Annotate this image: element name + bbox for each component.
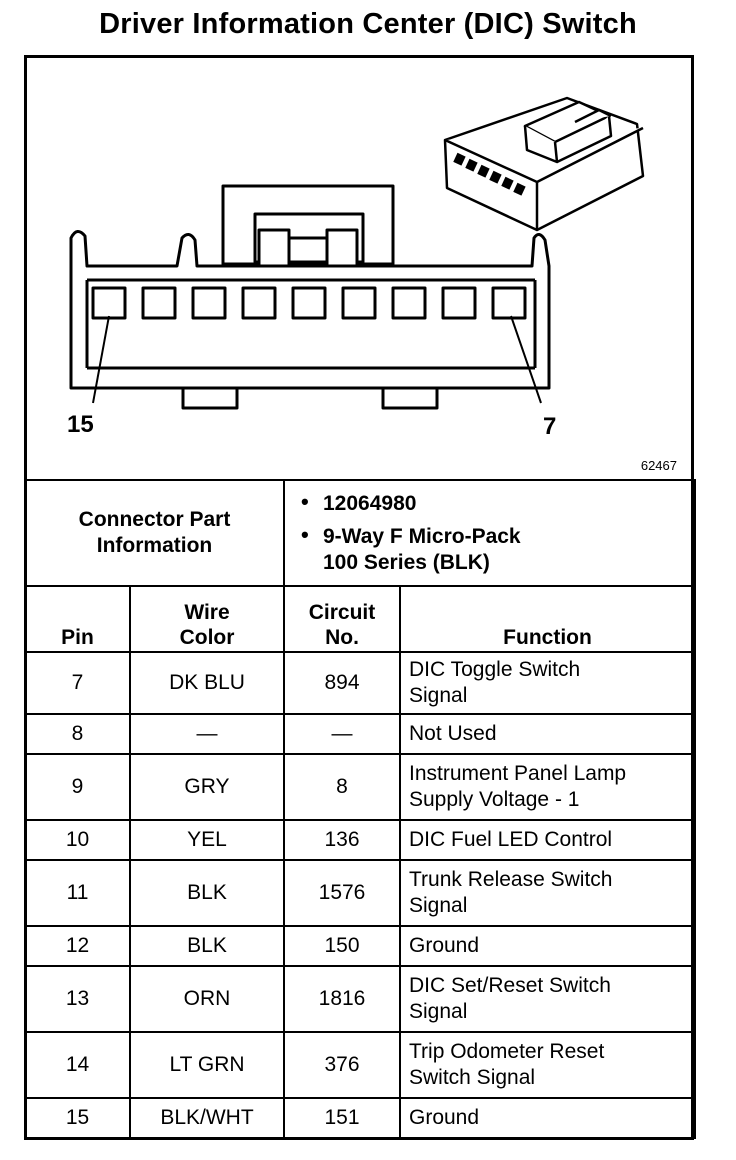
bullet-icon: • (301, 488, 309, 514)
pin-7-label: 7 (543, 413, 557, 440)
function-cell (400, 820, 695, 860)
function-cell (400, 966, 695, 1032)
circuit-no-cell: — (284, 714, 400, 754)
header-pin: Pin (25, 586, 130, 652)
pin-cell: 10 (25, 820, 130, 860)
function-cell (400, 652, 695, 714)
pin-cell: 8 (25, 714, 130, 754)
wire-color-cell: BLK (130, 926, 284, 966)
function-cell (400, 926, 695, 966)
wire-color-cell: DK BLU (130, 652, 284, 714)
connector-info-row (25, 480, 695, 586)
circuit-no-cell: 151 (284, 1098, 400, 1138)
header-wire-color: Wire Color (130, 586, 284, 652)
function-cell (400, 714, 695, 754)
pin-cell: 9 (25, 754, 130, 820)
circuit-no-cell: 136 (284, 820, 400, 860)
wire-color-cell: ORN (130, 966, 284, 1032)
function-cell (400, 860, 695, 926)
pin-cell: 12 (25, 926, 130, 966)
pin-cell: 15 (25, 1098, 130, 1138)
function-line: Signal (409, 684, 468, 707)
connector-description-line2: 100 Series (BLK) (323, 550, 490, 574)
wire-color-cell: LT GRN (130, 1032, 284, 1098)
circuit-no-cell: 1576 (284, 860, 400, 926)
document-frame (24, 55, 694, 1140)
circuit-no-cell: 8 (284, 754, 400, 820)
pinout-table (24, 479, 696, 1139)
function-line: DIC Fuel LED Control (409, 828, 613, 852)
wire-color-cell: GRY (130, 754, 284, 820)
wire-color-cell: BLK (130, 860, 284, 926)
table-row (25, 652, 695, 714)
function-line: Supply Voltage - 1 (409, 788, 580, 811)
table-row (25, 1032, 695, 1098)
function-line: Not Used (409, 722, 497, 746)
connector-info-details (284, 480, 695, 586)
function-line: Signal (409, 1000, 468, 1023)
function-line: DIC Set/Reset Switch (409, 974, 611, 998)
table-row (25, 714, 695, 754)
table-header (25, 586, 695, 652)
connector-info-label: Connector Part Information (25, 480, 284, 586)
connector-diagram (27, 58, 691, 481)
table-row (25, 1098, 695, 1138)
page-title: Driver Information Center (DIC) Switch (99, 8, 637, 40)
table-row (25, 966, 695, 1032)
wire-color-cell: — (130, 714, 284, 754)
pin-cell: 14 (25, 1032, 130, 1098)
circuit-no-cell: 894 (284, 652, 400, 714)
table-row (25, 926, 695, 966)
wire-color-cell: YEL (130, 820, 284, 860)
function-line: Switch Signal (409, 1066, 536, 1089)
function-line: DIC Toggle Switch (409, 658, 581, 682)
part-number: • 12064980 (301, 488, 417, 515)
function-line: Instrument Panel Lamp (409, 762, 627, 786)
function-line: Ground (409, 934, 480, 958)
wire-color-cell: BLK/WHT (130, 1098, 284, 1138)
header-function: Function (400, 586, 695, 652)
pin-cell: 11 (25, 860, 130, 926)
circuit-no-cell: 1816 (284, 966, 400, 1032)
circuit-no-cell: 150 (284, 926, 400, 966)
table-row (25, 820, 695, 860)
circuit-no-cell: 376 (284, 1032, 400, 1098)
function-cell (400, 754, 695, 820)
function-line: Trip Odometer Reset (409, 1040, 605, 1064)
function-line: Trunk Release Switch (409, 868, 613, 892)
function-cell (400, 1098, 695, 1138)
function-line: Signal (409, 894, 468, 917)
table-row (25, 754, 695, 820)
pin-cell: 7 (25, 652, 130, 714)
pin-15-label: 15 (67, 411, 94, 438)
function-line: Ground (409, 1106, 480, 1130)
figure-number: 62467 (640, 458, 677, 473)
connector-description: • 9-Way F Micro-Pack (301, 522, 521, 549)
table-row (25, 860, 695, 926)
pin-cell: 13 (25, 966, 130, 1032)
bullet-icon: • (301, 522, 309, 548)
header-circuit-no: Circuit No. (284, 586, 400, 652)
function-cell (400, 1032, 695, 1098)
connector-drawing (27, 58, 691, 481)
